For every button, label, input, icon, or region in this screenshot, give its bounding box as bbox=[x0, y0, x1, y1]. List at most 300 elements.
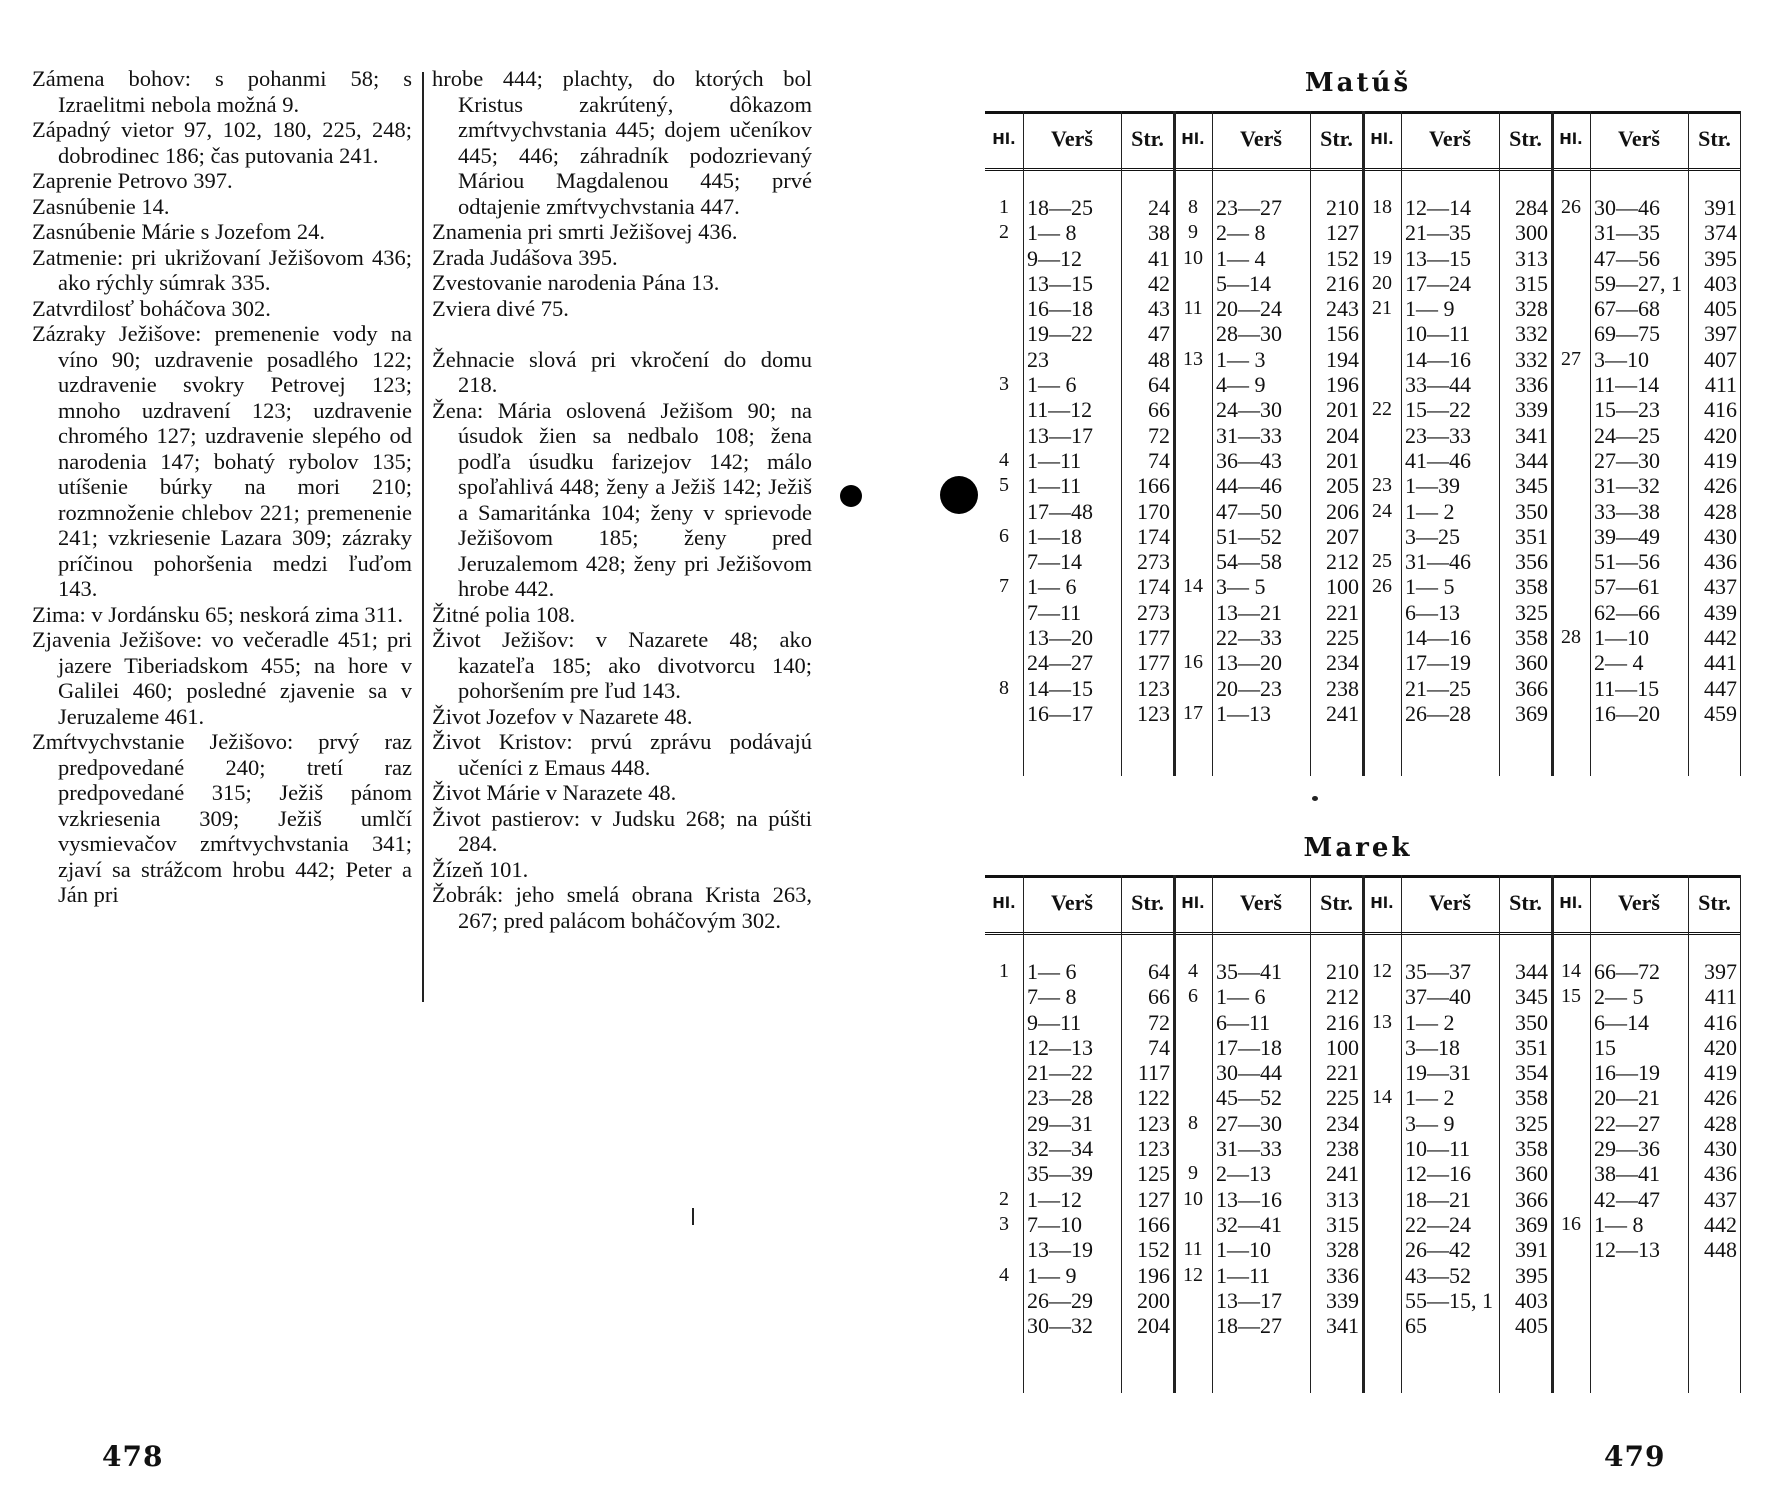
verse-cell: 17—24 bbox=[1405, 270, 1471, 296]
table-row bbox=[985, 574, 1741, 599]
chapter-cell bbox=[985, 1288, 1023, 1313]
header-str: Str. bbox=[1320, 890, 1353, 915]
chapter-cell: 15 bbox=[1561, 985, 1581, 1008]
page-cell: 356 bbox=[1515, 549, 1548, 575]
header-hl: Hl. bbox=[992, 130, 1016, 148]
chapter-cell bbox=[1363, 625, 1401, 650]
page-cell: 442 bbox=[1704, 625, 1737, 651]
page-cell: 24 bbox=[1148, 195, 1170, 220]
page-cell: 174 bbox=[1137, 523, 1170, 549]
header-vers: Verš bbox=[1618, 890, 1660, 915]
table-row bbox=[985, 473, 1741, 498]
verse-cell: 1— 6 bbox=[1027, 574, 1077, 600]
chapter-cell bbox=[1552, 1136, 1590, 1161]
chapter-cell bbox=[985, 1237, 1023, 1262]
chapter-cell bbox=[1363, 1212, 1401, 1237]
chapter-cell: 26 bbox=[1561, 196, 1581, 218]
chapter-cell bbox=[1174, 271, 1212, 296]
verse-cell: 13—20 bbox=[1216, 650, 1282, 676]
table-row bbox=[985, 1187, 1741, 1212]
index-entry: Život Ježišov: v Nazarete 48; ako kazateľa 185; ako divotvorcu 140; pohoršením pre ľud 143. bbox=[432, 627, 812, 703]
chapter-cell bbox=[1363, 1313, 1401, 1338]
index-entry: Zasnúbenie Márie s Jozefom 24. bbox=[32, 219, 326, 244]
verse-cell: 30—46 bbox=[1594, 195, 1660, 220]
chapter-cell: 26 bbox=[1372, 575, 1392, 598]
page-cell: 127 bbox=[1137, 1186, 1170, 1212]
page-cell: 205 bbox=[1326, 473, 1359, 499]
chapter-cell bbox=[985, 296, 1023, 321]
verse-cell: 54—58 bbox=[1216, 549, 1282, 575]
chapter-cell: 9 bbox=[1188, 1162, 1198, 1185]
chapter-cell bbox=[1552, 600, 1590, 625]
chapter-cell: 3 bbox=[999, 373, 1009, 396]
verse-cell: 1— 2 bbox=[1405, 1085, 1455, 1111]
verse-cell: 51—56 bbox=[1594, 549, 1660, 575]
page-cell: 360 bbox=[1515, 1161, 1548, 1187]
page-cell: 216 bbox=[1326, 270, 1359, 296]
page-cell: 358 bbox=[1515, 574, 1548, 600]
page-cell: 358 bbox=[1515, 1085, 1548, 1111]
page-cell: 174 bbox=[1137, 574, 1170, 600]
table-row bbox=[985, 372, 1741, 397]
page-cell: 351 bbox=[1515, 523, 1548, 549]
chapter-cell bbox=[1363, 1035, 1401, 1060]
page-cell: 339 bbox=[1515, 397, 1548, 423]
verse-cell: 4— 9 bbox=[1216, 372, 1266, 398]
verse-cell: 1— 6 bbox=[1216, 984, 1266, 1010]
chapter-cell bbox=[1552, 1010, 1590, 1035]
reference-table-marek bbox=[985, 875, 1741, 1393]
header-hl: Hl. bbox=[1370, 130, 1394, 148]
page-number-left: 478 bbox=[102, 1440, 164, 1473]
page-cell: 74 bbox=[1148, 447, 1170, 473]
index-entry: Zrada Judášova 395. bbox=[432, 244, 618, 270]
page-cell: 225 bbox=[1326, 625, 1359, 651]
verse-cell: 1— 2 bbox=[1405, 498, 1455, 524]
header-vers: Verš bbox=[1240, 126, 1282, 151]
page-cell: 328 bbox=[1515, 296, 1548, 322]
table-row bbox=[985, 984, 1741, 1009]
chapter-cell bbox=[985, 625, 1023, 650]
verse-cell: 11—12 bbox=[1027, 397, 1093, 423]
page-cell: 212 bbox=[1326, 984, 1359, 1010]
chapter-cell bbox=[1174, 1035, 1212, 1060]
index-entry: Život Jozefov v Nazarete 48. bbox=[432, 703, 693, 729]
table-row bbox=[985, 701, 1741, 726]
table-row bbox=[985, 321, 1741, 346]
page-cell: 122 bbox=[1137, 1085, 1170, 1111]
index-entry: hrobe 444; plachty, do ktorých bol Kristus zakrútený, dôkazom zmŕtvychvstania 445; dojem učeníkov 445; 446; záhradník podozrievaný Máriou Magdalenou 445; prvé odtajenie zmŕtvychvstania 447. bbox=[432, 66, 812, 219]
chapter-cell: 12 bbox=[1372, 960, 1392, 982]
verse-cell: 41—46 bbox=[1405, 447, 1471, 473]
header-vers: Verš bbox=[1051, 126, 1093, 151]
table-row bbox=[985, 549, 1741, 574]
index-entry: Život pastierov: v Judsku 268; na púšti 284. bbox=[432, 805, 812, 856]
page-cell: 66 bbox=[1148, 397, 1170, 423]
page-cell: 201 bbox=[1326, 397, 1359, 423]
index-entry: Zjavenia Ježišove: vo večeradle 451; pri jazere Tiberiadskom 455; na hore v Galilei 460; posledné zjavenie sa v Jeruzaleme 461. bbox=[32, 627, 412, 729]
chapter-cell: 4 bbox=[999, 1263, 1009, 1286]
page-number-right: 479 bbox=[1604, 1440, 1666, 1473]
table-row bbox=[985, 220, 1741, 245]
page-cell: 210 bbox=[1326, 959, 1359, 984]
page-cell: 397 bbox=[1704, 321, 1737, 347]
verse-cell: 24—25 bbox=[1594, 422, 1660, 448]
chapter-cell bbox=[1363, 448, 1401, 473]
column-divider bbox=[422, 72, 424, 1002]
chapter-cell bbox=[1552, 549, 1590, 574]
verse-cell: 31—33 bbox=[1216, 1136, 1282, 1162]
verse-cell: 15—22 bbox=[1405, 397, 1471, 423]
verse-cell: 30—44 bbox=[1216, 1060, 1282, 1086]
chapter-cell bbox=[1174, 1060, 1212, 1085]
chapter-cell bbox=[985, 271, 1023, 296]
chapter-cell bbox=[985, 1010, 1023, 1035]
page-cell: 64 bbox=[1148, 959, 1170, 984]
verse-cell: 18—27 bbox=[1216, 1313, 1282, 1339]
chapter-cell bbox=[1552, 1161, 1590, 1186]
table-row bbox=[985, 1010, 1741, 1035]
verse-cell: 16—20 bbox=[1594, 700, 1660, 726]
chapter-cell: 14 bbox=[1183, 575, 1203, 598]
verse-cell: 17—18 bbox=[1216, 1034, 1282, 1060]
chapter-cell: 27 bbox=[1561, 347, 1581, 370]
verse-cell: 32—41 bbox=[1216, 1211, 1282, 1237]
page-cell: 437 bbox=[1704, 1186, 1737, 1212]
verse-cell: 3—10 bbox=[1594, 346, 1649, 372]
index-entry: Žitné polia 108. bbox=[432, 601, 576, 627]
table-row bbox=[985, 600, 1741, 625]
page-cell: 411 bbox=[1704, 372, 1737, 398]
page-cell: 273 bbox=[1137, 549, 1170, 575]
chapter-cell: 1 bbox=[999, 960, 1009, 982]
verse-cell: 23—27 bbox=[1216, 195, 1282, 220]
verse-cell: 16—19 bbox=[1594, 1060, 1660, 1086]
page-cell: 201 bbox=[1326, 447, 1359, 473]
verse-cell: 1— 3 bbox=[1216, 346, 1266, 372]
chapter-cell: 24 bbox=[1372, 499, 1392, 522]
table-row bbox=[985, 397, 1741, 422]
chapter-cell bbox=[1174, 1212, 1212, 1237]
verse-cell: 3— 5 bbox=[1216, 574, 1266, 600]
chapter-cell: 6 bbox=[1188, 985, 1198, 1008]
page-cell: 345 bbox=[1515, 473, 1548, 499]
verse-cell: 21—22 bbox=[1027, 1060, 1093, 1086]
chapter-cell: 21 bbox=[1372, 297, 1392, 320]
index-entry: Žobrák: jeho smelá obrana Krista 263, 267; pred palácom boháčovým 302. bbox=[432, 882, 812, 933]
table-row bbox=[985, 1085, 1741, 1110]
verse-cell: 55—15, 1 bbox=[1405, 1287, 1493, 1313]
chapter-cell bbox=[985, 650, 1023, 675]
verse-cell: 14—16 bbox=[1405, 346, 1471, 372]
chapter-cell bbox=[985, 499, 1023, 524]
chapter-cell bbox=[1552, 448, 1590, 473]
page-cell: 243 bbox=[1326, 296, 1359, 322]
table-row bbox=[985, 650, 1741, 675]
page-cell: 395 bbox=[1704, 245, 1737, 271]
verse-cell: 44—46 bbox=[1216, 473, 1282, 499]
index-entry: Žehnacie slová pri vkročení do domu 218. bbox=[432, 346, 812, 397]
verse-cell: 43—52 bbox=[1405, 1262, 1471, 1288]
page-cell: 221 bbox=[1326, 599, 1359, 625]
chapter-cell bbox=[1363, 524, 1401, 549]
table-row bbox=[985, 959, 1741, 984]
header-str: Str. bbox=[1698, 890, 1731, 915]
page-cell: 339 bbox=[1326, 1287, 1359, 1313]
chapter-cell bbox=[1552, 473, 1590, 498]
header-vers: Verš bbox=[1429, 126, 1471, 151]
page-cell: 419 bbox=[1704, 1060, 1737, 1086]
chapter-cell: 8 bbox=[1188, 196, 1198, 218]
chapter-cell bbox=[1174, 1288, 1212, 1313]
verse-cell: 24—27 bbox=[1027, 650, 1093, 676]
verse-cell: 26—42 bbox=[1405, 1237, 1471, 1263]
page-cell: 156 bbox=[1326, 321, 1359, 347]
verse-cell: 45—52 bbox=[1216, 1085, 1282, 1111]
verse-cell: 59—27, 1 bbox=[1594, 270, 1682, 296]
page-cell: 315 bbox=[1326, 1211, 1359, 1237]
header-str: Str. bbox=[1131, 890, 1164, 915]
page-cell: 403 bbox=[1704, 270, 1737, 296]
verse-cell: 1— 5 bbox=[1405, 574, 1455, 600]
chapter-cell bbox=[1174, 499, 1212, 524]
verse-cell: 19—22 bbox=[1027, 321, 1093, 347]
chapter-cell: 23 bbox=[1372, 474, 1392, 497]
chapter-cell bbox=[1174, 372, 1212, 397]
chapter-cell: 10 bbox=[1183, 1187, 1203, 1210]
chapter-cell: 13 bbox=[1183, 347, 1203, 370]
page-cell: 366 bbox=[1515, 1186, 1548, 1212]
chapter-cell bbox=[985, 600, 1023, 625]
page-cell: 325 bbox=[1515, 599, 1548, 625]
page-cell: 74 bbox=[1148, 1034, 1170, 1060]
chapter-cell bbox=[1552, 1085, 1590, 1110]
verse-cell: 11—14 bbox=[1594, 372, 1660, 398]
verse-cell: 51—52 bbox=[1216, 523, 1282, 549]
page-cell: 72 bbox=[1148, 422, 1170, 448]
verse-cell: 16—17 bbox=[1027, 700, 1093, 726]
header-str: Str. bbox=[1509, 126, 1542, 151]
chapter-cell bbox=[1552, 321, 1590, 346]
page-cell: 177 bbox=[1137, 650, 1170, 676]
page-cell: 441 bbox=[1704, 650, 1737, 676]
verse-cell: 32—34 bbox=[1027, 1136, 1093, 1162]
chapter-cell bbox=[1552, 574, 1590, 599]
verse-cell: 9—12 bbox=[1027, 245, 1082, 271]
page-cell: 420 bbox=[1704, 422, 1737, 448]
header-vers: Verš bbox=[1429, 890, 1471, 915]
chapter-cell bbox=[985, 1313, 1023, 1338]
page-cell: 196 bbox=[1137, 1262, 1170, 1288]
chapter-cell bbox=[1174, 625, 1212, 650]
verse-cell: 11—15 bbox=[1594, 675, 1660, 701]
verse-cell: 27—30 bbox=[1594, 447, 1660, 473]
verse-cell: 12—14 bbox=[1405, 195, 1471, 220]
chapter-cell bbox=[1363, 1161, 1401, 1186]
chapter-cell bbox=[1552, 271, 1590, 296]
page-cell: 64 bbox=[1148, 372, 1170, 398]
ink-speck bbox=[692, 1208, 694, 1225]
verse-cell: 7—14 bbox=[1027, 549, 1082, 575]
verse-cell: 15—23 bbox=[1594, 397, 1660, 423]
chapter-cell: 6 bbox=[999, 524, 1009, 547]
verse-cell: 1—10 bbox=[1216, 1237, 1271, 1263]
chapter-cell: 17 bbox=[1183, 701, 1203, 724]
verse-cell: 21—25 bbox=[1405, 675, 1471, 701]
page-cell: 48 bbox=[1148, 346, 1170, 372]
verse-cell: 22—24 bbox=[1405, 1211, 1471, 1237]
header-str: Str. bbox=[1698, 126, 1731, 151]
chapter-cell: 11 bbox=[1183, 297, 1203, 320]
chapter-cell: 10 bbox=[1183, 246, 1203, 269]
page-cell: 123 bbox=[1137, 1110, 1170, 1136]
verse-cell: 35—41 bbox=[1216, 959, 1282, 984]
verse-cell: 28—30 bbox=[1216, 321, 1282, 347]
header-vers: Verš bbox=[1240, 890, 1282, 915]
verse-cell: 1— 9 bbox=[1405, 296, 1455, 322]
page-cell: 177 bbox=[1137, 625, 1170, 651]
chapter-cell: 19 bbox=[1372, 246, 1392, 269]
verse-cell: 5—14 bbox=[1216, 270, 1271, 296]
page-cell: 234 bbox=[1326, 1110, 1359, 1136]
header-hl: Hl. bbox=[1559, 894, 1583, 912]
verse-cell: 10—11 bbox=[1405, 1136, 1471, 1162]
chapter-cell bbox=[985, 1085, 1023, 1110]
chapter-cell: 5 bbox=[999, 474, 1009, 497]
verse-cell: 42—47 bbox=[1594, 1186, 1660, 1212]
chapter-cell bbox=[1174, 549, 1212, 574]
page-cell: 437 bbox=[1704, 574, 1737, 600]
page-cell: 313 bbox=[1515, 245, 1548, 271]
chapter-cell: 7 bbox=[999, 575, 1009, 598]
chapter-cell bbox=[1174, 321, 1212, 346]
table-row bbox=[985, 1237, 1741, 1262]
chapter-cell bbox=[1363, 372, 1401, 397]
verse-cell: 6—14 bbox=[1594, 1009, 1649, 1035]
chapter-cell bbox=[985, 701, 1023, 726]
chapter-cell bbox=[1174, 1313, 1212, 1338]
header-str: Str. bbox=[1320, 126, 1353, 151]
page-cell: 350 bbox=[1515, 498, 1548, 524]
verse-cell: 36—43 bbox=[1216, 447, 1282, 473]
verse-cell: 22—33 bbox=[1216, 625, 1282, 651]
page-cell: 459 bbox=[1704, 700, 1737, 726]
chapter-cell bbox=[1363, 1288, 1401, 1313]
verse-cell: 1—39 bbox=[1405, 473, 1460, 499]
verse-cell: 67—68 bbox=[1594, 296, 1660, 322]
page-cell: 43 bbox=[1148, 296, 1170, 322]
chapter-cell bbox=[1363, 1237, 1401, 1262]
page-cell: 419 bbox=[1704, 447, 1737, 473]
verse-cell: 1— 6 bbox=[1027, 959, 1077, 984]
table-row bbox=[985, 625, 1741, 650]
page-cell: 416 bbox=[1704, 1009, 1737, 1035]
chapter-cell bbox=[1552, 1237, 1590, 1262]
chapter-cell bbox=[1363, 347, 1401, 372]
page-cell: 391 bbox=[1704, 195, 1737, 220]
page-cell: 341 bbox=[1515, 422, 1548, 448]
page-cell: 127 bbox=[1326, 220, 1359, 246]
verse-cell: 12—13 bbox=[1027, 1034, 1093, 1060]
verse-cell: 24—30 bbox=[1216, 397, 1282, 423]
page-cell: 241 bbox=[1326, 1161, 1359, 1187]
chapter-cell: 4 bbox=[999, 448, 1009, 471]
page-cell: 200 bbox=[1137, 1287, 1170, 1313]
chapter-cell bbox=[1552, 676, 1590, 701]
chapter-cell bbox=[1363, 1187, 1401, 1212]
verse-cell: 7— 8 bbox=[1027, 984, 1077, 1010]
verse-cell: 17—48 bbox=[1027, 498, 1093, 524]
chapter-cell bbox=[985, 1111, 1023, 1136]
verse-cell: 35—37 bbox=[1405, 959, 1471, 984]
page-cell: 152 bbox=[1326, 245, 1359, 271]
header-hl: Hl. bbox=[1559, 130, 1583, 148]
verse-cell: 13—17 bbox=[1027, 422, 1093, 448]
page-cell: 204 bbox=[1326, 422, 1359, 448]
chapter-cell bbox=[1174, 1085, 1212, 1110]
chapter-cell: 16 bbox=[1183, 651, 1203, 674]
chapter-cell bbox=[985, 1035, 1023, 1060]
verse-cell: 47—56 bbox=[1594, 245, 1660, 271]
page-cell: 411 bbox=[1704, 984, 1737, 1010]
page-cell: 212 bbox=[1326, 549, 1359, 575]
verse-cell: 3—18 bbox=[1405, 1034, 1460, 1060]
verse-cell: 20—24 bbox=[1216, 296, 1282, 322]
table-row bbox=[985, 195, 1741, 220]
page-cell: 336 bbox=[1326, 1262, 1359, 1288]
page-cell: 426 bbox=[1704, 1085, 1737, 1111]
verse-cell: 29—36 bbox=[1594, 1136, 1660, 1162]
verse-cell: 2— 4 bbox=[1594, 650, 1644, 676]
index-entry: Zatvrdilosť boháčova 302. bbox=[32, 295, 271, 321]
table-title-matus: Matúš bbox=[1304, 68, 1412, 98]
verse-cell: 20—23 bbox=[1216, 675, 1282, 701]
verse-cell: 13—20 bbox=[1027, 625, 1093, 651]
page-cell: 428 bbox=[1704, 1110, 1737, 1136]
page-cell: 170 bbox=[1137, 498, 1170, 524]
chapter-cell: 14 bbox=[1372, 1086, 1392, 1109]
chapter-cell bbox=[1363, 600, 1401, 625]
page-cell: 194 bbox=[1326, 346, 1359, 372]
page-cell: 436 bbox=[1704, 1161, 1737, 1187]
chapter-cell bbox=[1363, 650, 1401, 675]
index-entry: Zviera divé 75. bbox=[432, 295, 569, 321]
chapter-cell bbox=[1363, 676, 1401, 701]
table-body bbox=[985, 195, 1741, 726]
verse-cell: 23 bbox=[1027, 346, 1049, 372]
chapter-cell bbox=[1363, 984, 1401, 1009]
page-cell: 366 bbox=[1515, 675, 1548, 701]
chapter-cell: 1 bbox=[999, 196, 1009, 218]
reference-table-matus bbox=[985, 111, 1741, 776]
page-cell: 344 bbox=[1515, 959, 1548, 984]
punch-hole bbox=[840, 485, 862, 507]
page-cell: 351 bbox=[1515, 1034, 1548, 1060]
chapter-cell bbox=[1552, 423, 1590, 448]
page-cell: 448 bbox=[1704, 1237, 1737, 1263]
table-row bbox=[985, 423, 1741, 448]
header-hl: Hl. bbox=[992, 894, 1016, 912]
page-cell: 439 bbox=[1704, 599, 1737, 625]
verse-cell: 23—33 bbox=[1405, 422, 1471, 448]
chapter-cell bbox=[1552, 499, 1590, 524]
verse-cell: 3—25 bbox=[1405, 523, 1460, 549]
index-entry: Život Kristov: prvú zprávu podávajú učeníci z Emaus 448. bbox=[432, 729, 812, 780]
chapter-cell: 3 bbox=[999, 1212, 1009, 1235]
verse-cell: 13—15 bbox=[1027, 270, 1093, 296]
verse-cell: 3— 9 bbox=[1405, 1110, 1455, 1136]
verse-cell: 1— 4 bbox=[1216, 245, 1266, 271]
